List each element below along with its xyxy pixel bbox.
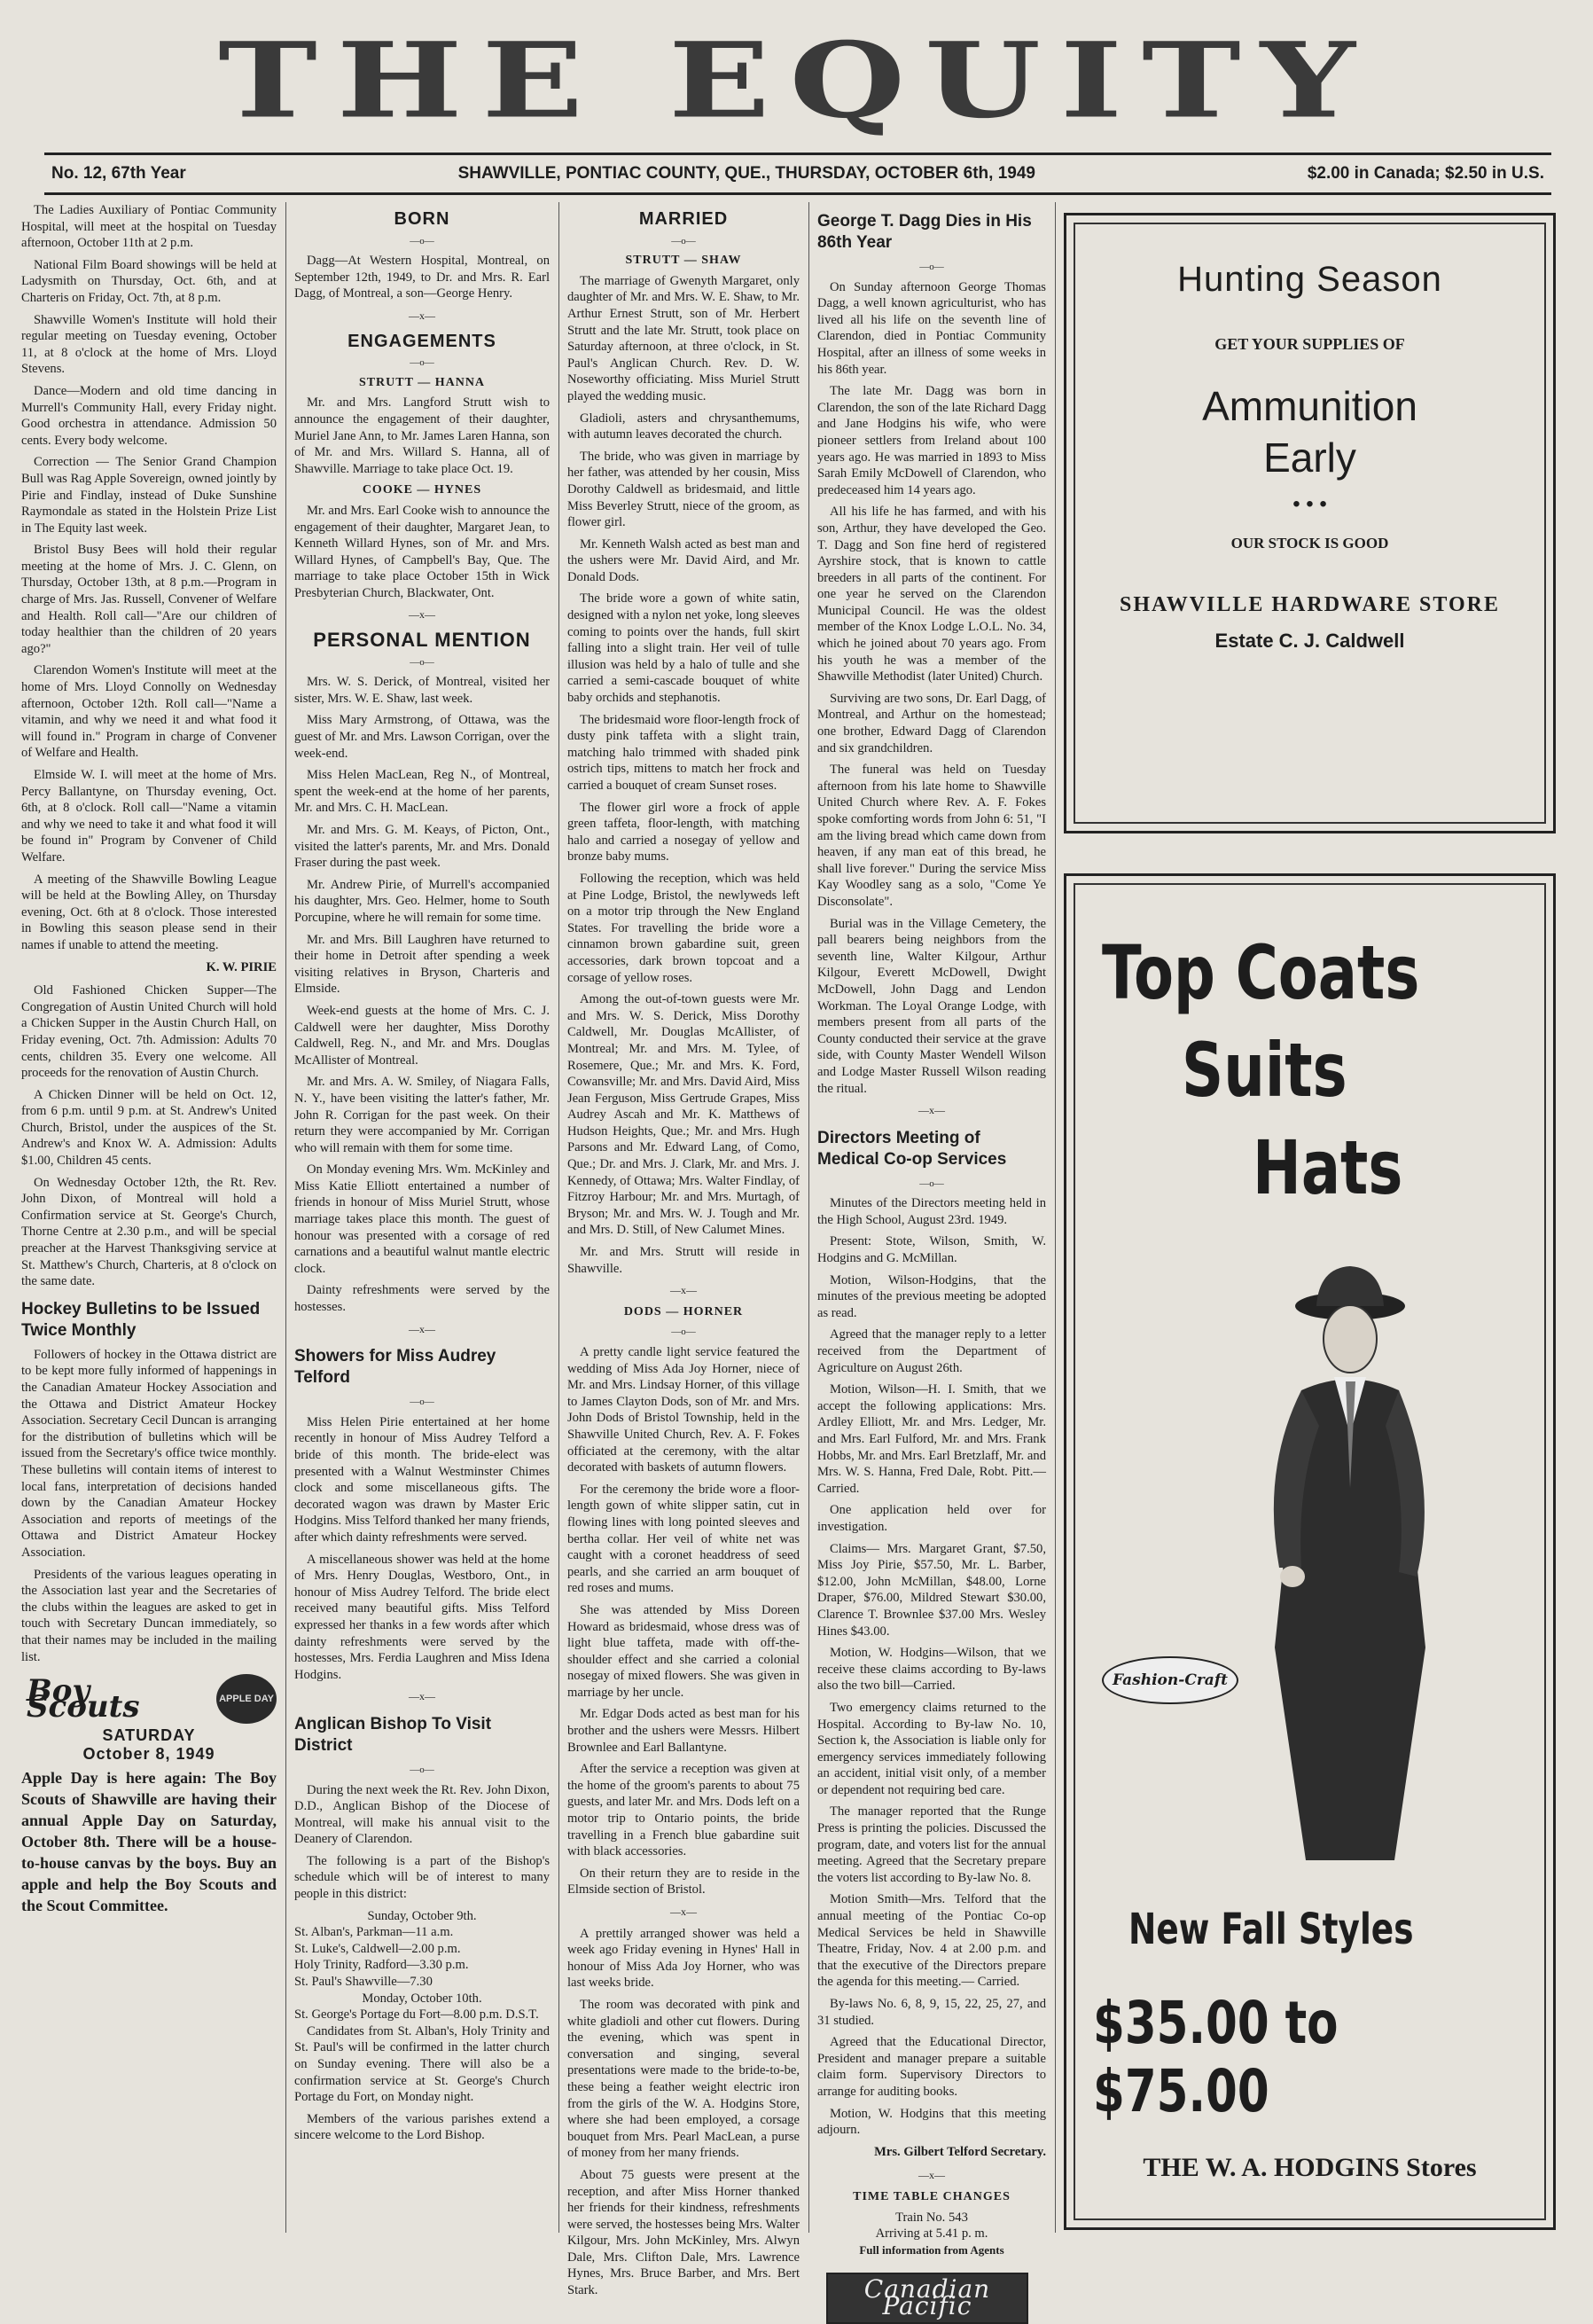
notice: Dance—Modern and old time dancing in Murrell's Community Hall, every Friday night. Good orchestra in attendance. Admission 50 cents. Every body welcome. [21,383,277,448]
headline-showers: Showers for Miss Audrey Telford [294,1347,496,1388]
article-text: Following the reception, which was held at Pine Lodge, Bristol, the newlyweds left on a motor trip through the New England States. For travelling the bride wore a cinnamon brown gabardine suit, green accessories, dark brown topcoat and a corsage of yellow roses. [567,871,800,985]
issue-number: No. 12, 67th Year [51,164,186,183]
article-text: Mr. Kenneth Walsh acted as best man and the ushers were Mr. David Aird, and Mr. Donald Dods. [567,536,800,584]
schedule-item: St. George's Portage du Fort—8.00 p.m. D.S.T. [294,2007,539,2023]
article-text: Candidates from St. Alban's, Holy Trinity and St. Paul's will be confirmed in the latter church on Sunday evening. There will also be a confirmation service at St. George's Church Portage du Fort, on Monday night. [294,2023,550,2105]
wedding-title: DODS — HORNER [623,1304,744,1318]
personal-item: Miss Helen MacLean, Reg N., of Montreal, spent the week-end at the home of her parents, Mr. and Mrs. C. H. MacLean. [294,768,550,816]
schedule-day: Monday, October 10th. [362,1991,482,2006]
place-date: SHAWVILLE, PONTIAC COUNTY, QUE., THURSDAY, OCTOBER 6th, 1949 [457,164,1035,183]
minutes-text: Motion, Wilson—H. I. Smith, that we accept the following applications: Mrs. Ardley Elliott, Mr. and Mrs. Ledger, Mr. and Mrs. Earl Fulford, Mr. and Mrs. Frank Hobbs, Mr. and Mrs. Earl Bretzlaff, Mr. and Mrs. W. S. Hanna, Fred Dale, Robt. Pitt.—Carried. [817,1382,1046,1496]
article-text: Miss Helen Pirie entertained at her home recently in honour of Miss Audrey Telford a bride of this month. The bride-elect was presented with a Walnut Westminster Chimes clock and some miscellaneous gifts. The decorated wagon was drawn by Master Eric Hodgins. Miss Telford thanked her many friends, after which dainty refreshments were served. [294,1414,550,1545]
article-text: The flower girl wore a frock of apple green taffeta, floor-length, with matching halo and carried a nosegay of yellow and bronze baby mums. [567,800,800,865]
engagement-text: Mr. and Mrs. Langford Strutt wish to announce the engagement of their daughter, Muriel Jane Ann, to Mr. James Laren Hanna, son of Mr. and Mrs. Willard S. Hanna, all of Shawville. Marriage to take place Oct. 19. [294,395,550,476]
notice: On Wednesday October 12th, the Rt. Rev. John Dixon, of Montreal will hold a Confirmation service at St. George's Church, Thorne Centre at 2.30 p.m., and will be special preacher at the Harvest Thanksgiving service at St. Matthew's Church, Charteris, at 8 o'clock on the same date. [21,1175,277,1289]
ad-border [1074,223,1546,824]
article-text: Gladioli, asters and chrysanthemums, with autumn leaves decorated the church. [567,411,800,442]
minutes-text: Minutes of the Directors meeting held in the High School, August 23rd. 1949. [817,1196,1046,1227]
article-text: Presidents of the various leagues operating in the Association last year and the Secretaries of the clubs within the leagues are asked to get in touch with Secretary Duncan immediately, so that their names may be included in the mailing list. [21,1567,277,1664]
minutes-text: Two emergency claims returned to the Hospital. According to By-law No. 10, Section k, the Association is liable only for emergency services immediately following an accident, initial visit only, of a member or dependent not requiring bed care. [817,1700,1046,1797]
article-text: All his life he has farmed, and with his son, Arthur, they have developed the Geo. T. Dagg and Son fine herd of registered Ayrshire stock, that is known to cattle breeders in all parts of the continent. For one year he served on the Clarendon Municipal Council. He was the oldest member of the Knox Lodge L.O.L. No. 34, which he joined about 70 years ago. From his youth he was a member of the Shawville Methodist (later United) Church. [817,505,1046,685]
headline-bishop: Anglican Bishop To Visit District [294,1714,492,1755]
personal-item: Miss Mary Armstrong, of Ottawa, was the guest of Mr. and Mrs. Lawson Corrigan, over the week-end. [294,713,550,761]
notice: Clarendon Women's Institute will meet at the home of Mrs. Lloyd Connolly on Wednesday afternoon, October 12th. Roll call—"Name a vitamin, and why we need it and what food it will found in." Program in charge of Convener of Welfare and Health. [21,663,277,761]
timetable-arrival: Arriving at 5.41 p. m. [875,2226,988,2242]
headline-obituary: George T. Dagg Dies in His 86th Year [817,212,1032,252]
minutes-text: Agreed that the manager reply to a letter received from the Department of Agriculture on August 26th. [817,1327,1046,1375]
column-1 [21,202,277,2242]
minutes-text: Motion, W. Hodgins that this meeting adjourn. [817,2106,1046,2138]
timetable-info: Full information from Agents [859,2242,1004,2257]
article-text: On their return they are to reside in the Elmside section of Bristol. [567,1866,800,1898]
article-text: The room was decorated with pink and white gladioli and other cut flowers. During the evening, which was spent in conversation and singing, several presentations were made to the bride-to-be, these being a feather weight electric iron from the girls of the W. A. Hodgins Store, where she had been employed, a corsage bouquet from Mrs. Pearl MacLean, a purse of money from her many friends. [567,1997,800,2161]
ad-hunting-supplies: GET YOUR SUPPLIES OF [1214,335,1405,353]
article-text: During the next week the Rt. Rev. John Dixon, D.D., Anglican Bishop of the Diocese of Montreal, will make his annual visit to the Deanery of Clarendon. [294,1782,550,1847]
article-text: Members of the various parishes extend a sincere welcome to the Lord Bishop. [294,2111,550,2143]
column-rule [285,202,286,2233]
section-engagements: ENGAGEMENTS [347,331,496,351]
article-text: Followers of hockey in the Ottawa district are to be kept more fully informed of happenings in the Canadian Amateur Hockey Association and the Ottawa and District Amateur Hockey Association. Secretary Cecil Duncan is arranging for the distribution of bulletins which will be issued from the Secretary's office twice monthly. These bulletins will contain items of interest to local fans, interpretation of decisions handed down by the Canadian Amateur Hockey Association and reports of meetings of the Ottawa and District Amateur Hockey Association. [21,1347,277,1560]
column-rule [808,202,809,2233]
ad-hunting-store: SHAWVILLE HARDWARE STORE [1120,593,1500,616]
ad-hunting-stock: OUR STOCK IS GOOD [1230,535,1389,552]
column-rule [1055,202,1056,2233]
scout-day: SATURDAY [102,1726,196,1745]
schedule-day: Sunday, October 9th. [367,1908,477,1923]
column-3: MARRIED —o— STRUTT — SHAW The marriage of Gwenyth Margaret, only daughter of Mr. and Mrs. W. E. Shaw, to Mr. Arthur Ernest Strutt, son of Mr. Herbert Strutt and the late Mr. Strutt, took place on Saturday afternoon, at three o'clock, in St. Paul's Anglican Church. Rev. D. W. Noseworthy officiating. Miss Muriel Strutt played the wedding music. Gladioli, asters and chrysanthemums, with autumn leaves decorated the church. The bride, who was given in marriage by her father, was attended by her cousin, Miss Dorothy Caldwell as bridesmaid, and little Miss Beverley Strutt, niece of the groom, as flower girl. Mr. Kenneth Walsh acted as best man and the ushers were Mr. David Aird, and Mr. Donald Dods. The bride wore a gown of white satin, designed with a nylon net yoke, long sleeves coming to points over the hands, full skirt falling into a slight train. Her veil of tulle illusion was held by a halo of tulle and she carried a semi-cascade bouquet of white baby orchids and stephanotis. The bridesmaid wore floor-length frock of dusty pink taffeta with a slight train, matching halo trimmed with shaded pink ostrich tips, mittens to match her frock and carried a bouquet of cream Sunset roses. The flower girl wore a frock of apple green taffeta, floor-length, with matching halo and carried a nosegay of yellow and bronze baby mums. Following the reception, which was held at Pine Lodge, Bristol, the newlyweds left on a motor trip through the New England States. For travelling the bride wore a cinnamon brown gabardine suit, green accessories, dark brown topcoat and a corsage of yellow roses. Among the out-of-town guests were Mr. and Mrs. W. S. Derick, Miss Dorothy Caldwell, Mr. Douglas McAllister, of Montreal; Mr. and Mrs. M. Tylee, of Rosemere, Que.; Mr. and Mrs. K. Ford, Cowansville; Mr. and Mrs. David Aird, Miss Jean Ferguson, Miss Gertrude Grapes, Miss Audrey Ascah and Mr. K. Matthews of Hudson Heights, Que.; Mr. and Mrs. Hugh Parsons and Mr. Edward Lang, of Como, Que.; Dr. and Mrs. J. Clark, Mr. and Mrs. J. Kennedy, of Ottawa; Mrs. Walter Findlay, of Fitzroy Harbour; Mr. and Mrs. Murtagh, of Bryson; Mr. and Mrs. W. J. Tough and Mr. and Mrs. D. Still, of New Calumet Mines. Mr. and Mrs. Strutt will reside in Shawville. —x— DODS — HORNER —o— A pretty candle light service featured the wedding of Miss Ada Joy Horner, niece of Mr. and Mrs. Lindsay Horner, of this village to James Clayton Dods, son of Mr. and Mrs. John Dods of Bristol Township, held in the Shawville United Church, Rev. A. F. Fokes officiated at the ceremony, with the altar decorated with baskets of autumn flowers. For the ceremony the bride wore a floor-length gown of white slipper satin, cut in flowing lines with long pointed sleeves and bertha collar. Her veil of white net was caught with a coronet headdress of seed pearls, and she carried an arm bouquet of red roses and mums. She was attended by Miss Doreen Howard as bridesmaid, whose dress was of light blue taffeta, made with off-the-shoulder effect and she carried a colonial nosegay of mixed flowers. She was given in marriage by her uncle. Mr. Edgar Dods acted as best man for his brother and the ushers were Messrs. Hilbert Brownlee and Earl Ballantyne. After the service a reception was given at the home of the groom's parents to about 75 guests, and later Mr. and Mrs. Dods left on a motor trip to Ontario points, the bride travelling in a French blue gabardine suit with black accessories. On their return they are to reside in the Elmside section of Bristol. —x— A prettily arranged shower was held a week ago Friday evening in Hynes' Hall in honour of Miss Ada Joy Horner, who was last weeks bride. The room was decorated with pink and white gladioli and other cut flowers. During the evening, which was spent in conversation and singing, several presentations were made to the bride-to-be, these being a feather weight electric iron from the girls of the W. A. Hodgins Store, where she had been employed, a corsage bouquet from Mrs. Pearl MacLean, a purse of money from her many friends. About 75 guests were present at the reception, and after Miss Horner thanked her friends for their kindness, refreshments were served, the hostesses being Mrs. Walter Kilgour, Mrs. John McKinley, Mrs. Alwyn Dale, Mrs. Clifton Dale, Mrs. Lawrence Hynes, Mrs. Bruce Barber, and Mrs. Bert Stark. [567,209,800,2298]
minutes-text: Motion, W. Hodgins—Wilson, that we receive these claims according to By-laws also the two bill—Carried. [817,1646,1046,1694]
headline-directors: Directors Meeting of Medical Co-op Services [817,1128,1007,1169]
notice-signature: K. W. PIRIE [206,959,277,974]
personal-item: Mr. Andrew Pirie, of Murrell's accompanied his daughter, Mrs. Geo. Helmer, home to South Porcupine, where he will remain for some time. [294,877,550,925]
article-text: After the service a reception was given at the home of the groom's parents to about 75 guests, and later Mr. and Mrs. Dods left on a motor trip to Ontario points, the bride travelling in a French blue gabardine suit with black accessories. [567,1762,800,1859]
section-married: MARRIED [638,209,729,229]
timetable-train: Train No. 543 [895,2210,968,2225]
minutes-text: By-laws No. 6, 8, 9, 15, 22, 25, 27, and 31 studied. [817,1997,1046,2028]
minutes-text: Agreed that the Educational Director, President and manager prepare a suitable claim form. Supervisory Directors to arrange for auditing books. [817,2035,1046,2099]
personal-item: Mr. and Mrs. G. M. Keays, of Picton, Ont., visited the latter's parents, Mr. and Mrs. Donald Fraser during the past week. [294,823,550,871]
personal-item: Mrs. W. S. Derick, of Montreal, visited her sister, Mrs. W. E. Shaw, last week. [294,675,550,706]
column-4: George T. Dagg Dies in His 86th Year —o— On Sunday afternoon George Thomas Dagg, a well known agriculturist, who has lived all his life on the seventh line of Clarendon, died in Pontiac Community Hospital, after an illness of some weeks in his 86th year. The late Mr. Dagg was born in Clarendon, the son of the late Richard Dagg and Jane Hodgins his wife, who were pioneer settlers from Ireland about 100 years ago. He was married in 1893 to Miss Sarah Emily McDowell of Clarendon, who predeceased him 14 years ago. All his life he has farmed, and with his son, Arthur, they have developed the Geo. T. Dagg and Son fine herd of registered Ayrshire stock, that is known to cattle breeders in all parts of the continent. For one year he served on the Clarendon Municipal Council. He was the oldest member of the Knox Lodge L.O.L. No. 34, which he joined about 70 years ago. From his youth he was a member of the Shawville Methodist (later United) Church. Surviving are two sons, Dr. Earl Dagg, of Montreal, and Arthur on the homestead; one brother, Edward Dagg of Clarendon and six grandchildren. The funeral was held on Tuesday afternoon from his late home to Shawville United Church where Rev. A. F. Fokes spoke comforting words from John 6: 51, "I am the living bread which came down from heaven, if any man eat of this bread, he shall live forever." During the service Miss Kay Woodley sang as a solo, "Come Ye Disconsolate". Burial was in the Village Cemetery, the pall bearers being neighbors from the seventh line, Walter Kilgour, Arthur Kilgour, Everett McDowell, Dwight McDowell, John Dagg and Lendon Workman. The Loyal Orange Lodge, with members present from all parts of the County conducted their service at the grave side, with County Master Wendell Wilson and Lodge Master Russell Wilson reading the ritual. —x— Directors Meeting of Medical Co-op Services —o— Minutes of the Directors meeting held in the High School, August 23rd. 1949. Present: Stote, Wilson, Smith, W. Hodgins and G. McMillan. Motion, Wilson-Hodgins, that the minutes of the previous meeting be adopted as read. Agreed that the manager reply to a letter received from the Department of Agriculture on August 26th. Motion, Wilson—H. I. Smith, that we accept the following applications: Mrs. Ardley Elliott, Mr. and Mrs. Ledger, Mr. and Mrs. Earl Fulford, Mr. and Mrs. Frank Hobbs, Mr. and Mrs. Earl Bretzlaff, Mr. and Mrs. W. S. Hanna, Fred Dale, Robt. Pitt.—Carried. One application held over for investigation. Claims— Mrs. Margaret Grant, $7.50, Miss Joy Pirie, $57.50, Mr. L. Barber, $12.00, John McMillan, $48.00, Lorne Draper, $76.00, Mildred Stewart $30.00, Clarence T. Brownlee $37.00 Mrs. Wesley Hines $43.00. Motion, W. Hodgins—Wilson, that we receive these claims according to By-laws also the two bill—Carried. Two emergency claims returned to the Hospital. According to By-law No. 10, Section k, the Association is liable only for emergency services immediately following an accident, initial visit only, of a member or dependent not requiring bed care. The manager reported that the Runge Press is printing the policies. Discussed the program, date, and voters list for the annual meeting. Agreed that the Secretary prepare the voters list according to By-law No. 8. Motion Smith—Mrs. Telford that the annual meeting of the Pontiac Co-op Medical Services be held in Shawville Theatre, Friday, Nov. 4 at 2.00 p.m. and that the executive of the Directors prepare the agenda for this meeting.— Carried. By-laws No. 6, 8, 9, 15, 22, 25, 27, and 31 studied. Agreed that the Educational Director, President and manager prepare a suitable claim form. Supervisory Directors to arrange for auditing books. Motion, W. Hodgins that this meeting adjourn. Mrs. Gilbert Telford Secretary. —x— TIME TABLE CHANGES Train No. 543 Arriving at 5.41 p. m. Full information from Agents Canadian Pacific [817,202,1046,2242]
article-text: Mr. and Mrs. Strutt will reside in Shawville. [567,1245,800,1276]
notice: A meeting of the Shawville Bowling League will be held at the Bowling Alley, on Thursday evening, Oct. 6th at 8 o'clock. Those interested in Bowling this season please send in their names if unable to attend the meeting. [21,872,277,952]
article-text: She was attended by Miss Doreen Howard as bridesmaid, whose dress was of light blue taffeta, made with off-the-shoulder effect and she carried a colonial nosegay of mixed flowers. She was given in marriage by her uncle. [567,1602,800,1700]
section-born: BORN [394,209,450,229]
article-text: The funeral was held on Tuesday afternoon from his late home to Shawville United Church where Rev. A. F. Fokes spoke comforting words from John 6: 51, "I am the living bread which came down from heaven, if any man eat of this bread, he shall live forever." During the service Miss Kay Woodley sang as a solo, "Come Ye Disconsolate". [817,763,1046,909]
ad-coats-line2: Suits [1182,1027,1347,1114]
newspaper-title: THE EQUITY [218,20,1375,142]
article-text: The marriage of Gwenyth Margaret, only daughter of Mr. and Mrs. W. E. Shaw, to Mr. Arthur Ernest Strutt, son of Mr. Herbert Strutt and the late Mr. Strutt, took place on Saturday afternoon, at three o'clock, in St. Paul's Anglican Church. Rev. D. W. Noseworthy officiating. Miss Muriel Strutt played the wedding music. [567,273,800,403]
schedule-item: St. Luke's, Caldwell—2.00 p.m. [294,1941,461,1956]
minutes-text: The manager reported that the Runge Press is printing the policies. Discussed the program, date, and voters list for the annual meeting. Agreed that the Secretary prepare the voters list according to By-law No. 8. [817,1804,1046,1885]
column-rule [558,202,559,2233]
notice: Shawville Women's Institute will hold their regular meeting on Tuesday evening, October 11, at 8 o'clock at the home of Mrs. Lloyd Stevens. [21,312,277,377]
article-text: Burial was in the Village Cemetery, the pall bearers being neighbors from the seventh line, Walter Kilgour, Arthur Kilgour, Everett McDowell, Dwight McDowell, John Dagg and Lendon Workman. The Loyal Orange Lodge, with members present from all parts of the County conducted their service at the grave side, with County Master Wendell Wilson and Lodge Master Russell Wilson reading the ritual. [817,916,1046,1096]
fashion-craft-logo: Fashion-Craft [1102,1656,1238,1704]
article-text: Mr. Edgar Dods acted as best man for his brother and the ushers were Messrs. Hilbert Brownlee and Earl Ballantyne. [567,1707,800,1755]
notice: The Ladies Auxiliary of Pontiac Community Hospital, will meet at the hospital on Tuesday afternoon, October 11th at 2 p.m. [21,203,277,251]
subscription-price: $2.00 in Canada; $2.50 in U.S. [1307,164,1544,183]
article-text: A prettily arranged shower was held a week ago Friday evening in Hynes' Hall in honour of Miss Ada Joy Horner, who was last weeks bride. [567,1926,800,1991]
minutes-text: Motion, Wilson-Hodgins, that the minutes of the previous meeting be adopted as read. [817,1272,1046,1320]
ad-coats-styles: New Fall Styles [1128,1905,1414,1954]
ad-coats-price: $35.00 to $75.00 [1093,1989,1339,2125]
column-2: BORN —o— Dagg—At Western Hospital, Montreal, on September 12th, 1949, to Dr. and Mrs. R. Earl Dagg, of Montreal, a son—George Henry. —x— ENGAGEMENTS —o— STRUTT — HANNA Mr. and Mrs. Langford Strutt wish to announce the engagement of their daughter, Muriel Jane Ann, to Mr. James Laren Hanna, son of Mr. and Mrs. Willard S. Hanna, all of Shawville. Marriage to take place Oct. 19. COOKE — HYNES Mr. and Mrs. Earl Cooke wish to announce the engagement of their daughter, Margaret Jean, to Kenneth Willard Hynes, son of Mr. and Mrs. Willard Hynes, of Campbell's Bay, Que. The marriage to take place October 15th in Wick Presbyterian Church, Blackwater, Ont. —x— PERSONAL MENTION —o— Mrs. W. S. Derick, of Montreal, visited her sister, Mrs. W. E. Shaw, last week. Miss Mary Armstrong, of Ottawa, was the guest of Mr. and Mrs. Lawson Corrigan, over the week-end. Miss Helen MacLean, Reg N., of Montreal, spent the week-end at the home of her parents, Mr. and Mrs. C. H. MacLean. Mr. and Mrs. G. M. Keays, of Picton, Ont., visited the latter's parents, Mr. and Mrs. Donald Fraser during the past week. Mr. Andrew Pirie, of Murrell's accompanied his daughter, Mrs. Geo. Helmer, home to South Porcupine, where he will remain for some time. Mr. and Mrs. Bill Laughren have returned to their home in Detroit after spending a week visiting relatives in Bryson, Charteris and Elmside. Week-end guests at the home of Mrs. C. J. Caldwell were her daughter, Miss Dorothy Caldwell, Reg. N., and Mr. and Mrs. Douglas McAllister of Montreal. Mr. and Mrs. A. W. Smiley, of Niagara Falls, N. Y., have been visiting the latter's father, Mr. John R. Corrigan for the past week. On their return they were accompanied by Mr. Corrigan who will remain with them for some time. On Monday evening Mrs. Wm. McKinley and Miss Katie Elliott entertained a number of friends in honour of Miss Muriel Strutt, whose marriage takes place this month. The guest of honour was presented with a corsage of red carnations and a beautiful walnut mantle electric clock. Dainty refreshments were served by the hostesses. —x— Showers for Miss Audrey Telford —o— Miss Helen Pirie entertained at her home recently in honour of Miss Audrey Telford a bride of this month. The bride-elect was presented with a Walnut Westminster Chimes clock and some miscellaneous gifts. The decorated wagon was drawn by Master Eric Hodgins. Miss Telford thanked her many friends, after which dainty refreshments were served. A miscellaneous shower was held at the home of Mrs. Henry Douglas, Westboro, Ont., in honour of Miss Audrey Telford. The bride elect received many beautiful gifts. Miss Telford expressed her thanks in a few words after which dainty refreshments were served by the hostesses, Mrs. Ferdia Laughren and Miss Idena Hodgins. —x— Anglican Bishop To Visit District —o— During the next week the Rt. Rev. John Dixon, D.D., Anglican Bishop of the Diocese of Montreal, will make his annual visit to the Deanery of Clarendon. The following is a part of the Bishop's schedule which will be of interest to many people in this district: Sunday, October 9th. St. Alban's, Parkman—11 a.m. St. Luke's, Caldwell—2.00 p.m. Holy Trinity, Radford—3.30 p.m. St. Paul's Shawville—7.30 Monday, October 10th. St. George's Portage du Fort—8.00 p.m. D.S.T. Candidates from St. Alban's, Holy Trinity and St. Paul's will be confirmed in the latter church on Sunday evening. There will also be a confirmation service at St. George's Church Portage du Fort, on Monday night. Members of the various parishes extend a sincere welcome to the Lord Bishop. [294,209,550,2143]
ad-hunting-title: Hunting Season [1177,260,1442,299]
article-text: The bridesmaid wore floor-length frock of dusty pink taffeta with a slight train, matching halo trimmed with shaded pink ostrich tips, mittens to match her frock and carried a bouquet of cream Sunset roses. [567,712,800,793]
personal-item: On Monday evening Mrs. Wm. McKinley and Miss Katie Elliott entertained a number of friends in honour of Miss Muriel Strutt, whose marriage takes place this month. The guest of honour was presented with a corsage of red carnations and a beautiful walnut mantle electric clock. [294,1162,550,1276]
article-text: Surviving are two sons, Dr. Earl Dagg, of Montreal, and Arthur on the homestead; one brother, Edward Dagg of Clarendon and six grandchildren. [817,691,1046,755]
article-text: Among the out-of-town guests were Mr. and Mrs. W. S. Derick, Miss Dorothy Caldwell, Mr. Douglas McAllister, of Montreal; Mr. and Mrs. M. Tylee, of Rosemere, Que.; Mr. and Mrs. K. Ford, Cowansville; Mr. and Mrs. David Aird, Miss Jean Ferguson, Miss Gertrude Grapes, Miss Audrey Ascah and Mr. K. Matthews of Hudson Heights, Que.; Mr. and Mrs. Hugh Parsons and Mr. Edward Lang, of Como, Que.; Dr. and Mrs. J. Clark, Mr. and Mrs. J. Kennedy, of Ottawa; Mrs. Walter Findlay, of Fitzroy Harbour; Mr. and Mrs. Murtagh, of Bryson; Mr. and Mrs. W. J. Tough and Mr. and Mrs. D. Still, of New Calumet Mines. [567,992,800,1238]
apple-icon: APPLE DAY [216,1674,277,1724]
notice: Bristol Busy Bees will hold their regular meeting at the home of Mrs. J. C. Glenn, on Thursday, October 13th, at 8 p.m.—Program in charge of Mrs. Jas. Russell, Convener of Welfare and Health. Roll call—"Are our children of today healthier than the children of 20 years ago?" [21,543,277,656]
ad-coats-line3: Hats [1253,1124,1403,1211]
minutes-text: Motion Smith—Mrs. Telford that the annual meeting of the Pontiac Co-op Medical Services be held in Shawville Theatre, Friday, Nov. 4 at 2.00 p.m. and that the executive of the Directors prepare the agenda for this meeting.— Carried. [817,1892,1046,1990]
notice: A Chicken Dinner will be held on Oct. 12, from 6 p.m. until 9 p.m. at St. Andrew's United Church, Bristol, under the auspices of the St. Andrew's and Knox W. A. Admission: Adults $1.00, Children 45 cents. [21,1087,277,1169]
article-text: A pretty candle light service featured the wedding of Miss Ada Joy Horner, niece of Mr. and Mrs. Lindsay Horner, of this village to James Clayton Dods, son of Mr. and Mrs. John Dods of Bristol Township, held in the Shawville United Church, Rev. A. F. Fokes officiated at the ceremony, with the altar decorated with baskets of autumn flowers. [567,1345,800,1475]
canadian-pacific-logo: Canadian Pacific [826,2273,1028,2323]
engagement-title: COOKE — HYNES [362,483,482,497]
scout-date: October 8, 1949 [82,1744,215,1763]
ad-hunting-dots: • • • [1292,492,1327,516]
notice: Elmside W. I. will meet at the home of Mrs. Percy Ballantyne, on Thursday evening, Oct. 6th, at 8 o'clock. Roll call—"Name a vitamin and why we need to take it and what food it will be found in" Program by Convener of Child Welfare. [21,768,277,865]
personal-item: Mr. and Mrs. A. W. Smiley, of Niagara Falls, N. Y., have been visiting the latter's father, Mr. John R. Corrigan for the past week. On their return they were accompanied by Mr. Corrigan who will remain with them for some time. [294,1075,550,1155]
wedding-title: STRUTT — SHAW [625,254,742,268]
birth-notice: Dagg—At Western Hospital, Montreal, on September 12th, 1949, to Dr. and Mrs. R. Earl Dagg, of Montreal, a son—George Henry. [294,254,550,301]
ad-hunting-season [1064,213,1556,833]
schedule-item: St. Alban's, Parkman—11 a.m. [294,1925,454,1940]
ad-hunting-ammo: Ammunition Early [1202,383,1417,481]
article-text: The late Mr. Dagg was born in Clarendon, the son of the late Richard Dagg and Jane Hodgins his wife, who were pioneer settlers from Ireland about 100 years ago. He was married in 1893 to Miss Sarah Emily McDowell of Clarendon, who predeceased him 14 years ago. [817,384,1046,497]
engagement-text: Mr. and Mrs. Earl Cooke wish to announce the engagement of their daughter, Margaret Jean, to Kenneth Willard Hynes, son of Mr. and Mrs. Willard Hynes, of Campbell's Bay, Que. The marriage to take place October 15th in Wick Presbyterian Church, Blackwater, Ont. [294,503,550,600]
article-text: The bride, who was given in marriage by her father, was attended by her cousin, Miss Dorothy Caldwell as bridesmaid, and little Miss Beverley Strutt, niece of the groom, as flower girl. [567,449,800,530]
notice: Old Fashioned Chicken Supper—The Congregation of Austin United Church will hold a Chicken Supper in the Austin Church Hall, on Friday evening, Oct. 7th. Admission: Adults 70 cents, children 35. Every one welcome. All proceeds for the renovation of Austin Church. [21,983,277,1081]
personal-item: Dainty refreshments were served by the hostesses. [294,1283,550,1315]
minutes-text: Present: Stote, Wilson, Smith, W. Hodgins and G. McMillan. [817,1234,1046,1266]
notice: National Film Board showings will be held at Ladysmith on Thursday, Oct. 6th, and at Charteris on Friday, Oct. 7th, at 8 p.m. [21,257,277,305]
schedule-item: St. Paul's Shawville—7.30 [294,1975,433,1990]
article-text: For the ceremony the bride wore a floor-length gown of white slipper satin, cut in flowing lines with long pointed sleeves and bertha collar. Her veil of white net was caught with a coronet headdress of seed pearls, and she carried an arm bouquet of red roses and mums. [567,1482,800,1596]
timetable-heading: TIME TABLE CHANGES [853,2189,1011,2203]
ad-coats-line1: Top Coats [1102,929,1420,1016]
headline-hockey: Hockey Bulletins to be Issued Twice Monthly [21,1299,261,1340]
minutes-text: One application held over for investigation. [817,1503,1046,1534]
dateline [44,153,1551,195]
article-text: The following is a part of the Bishop's schedule which will be of interest to many people in this district: [294,1853,550,1902]
article-text: On Sunday afternoon George Thomas Dagg, a well known agriculturist, who has lived all his life on the seventh line of Clarendon, died in Pontiac Community Hospital, after an illness of some weeks in his 86th year. [817,279,1046,377]
notice: Correction — The Senior Grand Champion Bull was Rag Apple Sovereign, owned jointly by Pirie and Findlay, instead of Duke Sunshine Raymondale as stated in the Holstein Prize List in The Equity last week. [21,455,277,536]
scout-notice: Apple Day is here again: The Boy Scouts of Shawville are having their annual Apple Day on Saturday, October 8th. There will be a house-to-house canvas by the boys. Buy an apple and help the Boy Scouts and the Scout Committee. [21,1769,277,1915]
masthead [0,0,1593,155]
article-text: About 75 guests were present at the reception, and after Miss Horner thanked her friends for their kindness, refreshments were served, the hostesses being Mrs. Walter Kilgour, Mrs. John McKinley, Mrs. Alwyn Dale, Mrs. Clifton Dale, Mrs. Lawrence Hynes, Mrs. Bruce Barber, and Mrs. Bert Stark. [567,2167,800,2298]
article-text: A miscellaneous shower was held at the home of Mrs. Henry Douglas, Westboro, Ont., in honour of Miss Audrey Telford. The bride elect received many beautiful gifts. Miss Telford expressed her thanks in a few words after which dainty refreshments were served by the hostesses, Mrs. Ferdia Laughren and Miss Idena Hodgins. [294,1552,550,1682]
personal-item: Mr. and Mrs. Bill Laughren have returned to their home in Detroit after spending a week visiting relatives in Bryson, Charteris and Elmside. [294,932,550,997]
engagement-title: STRUTT — HANNA [358,375,486,389]
personal-item: Week-end guests at the home of Mrs. C. J. Caldwell were her daughter, Miss Dorothy Caldwell, Reg. N., and Mr. and Mrs. Douglas McAllister of Montreal. [294,1003,550,1068]
ad-hunting-estate: Estate C. J. Caldwell [1214,630,1405,652]
minutes-signature: Mrs. Gilbert Telford Secretary. [874,2144,1046,2159]
section-personal-mention: PERSONAL MENTION [313,629,531,652]
ad-top-coats [1064,873,1556,2230]
ad-coats-store: THE W. A. HODGINS Stores [1143,2153,1477,2182]
schedule-item: Holy Trinity, Radford—3.30 p.m. [294,1958,469,1973]
minutes-text: Claims— Mrs. Margaret Grant, $7.50, Miss Joy Pirie, $57.50, Mr. L. Barber, $12.00, John McMillan, $48.00, Lorne Draper, $76.00, Mildred Stewart $30.00, Clarence T. Brownlee $37.00 Mrs. Wesley Hines $43.00. [817,1541,1046,1639]
man-in-suit-illustration [1217,1257,1456,1869]
article-text: The bride wore a gown of white satin, designed with a nylon net yoke, long sleeves coming to points over the hands, full skirt falling into a slight train. Her veil of tulle illusion was held by a halo of tulle and she carried a semi-cascade bouquet of white baby orchids and stephanotis. [567,591,800,706]
boy-scouts-logo: Boy Scouts APPLE DAY [27,1674,277,1724]
